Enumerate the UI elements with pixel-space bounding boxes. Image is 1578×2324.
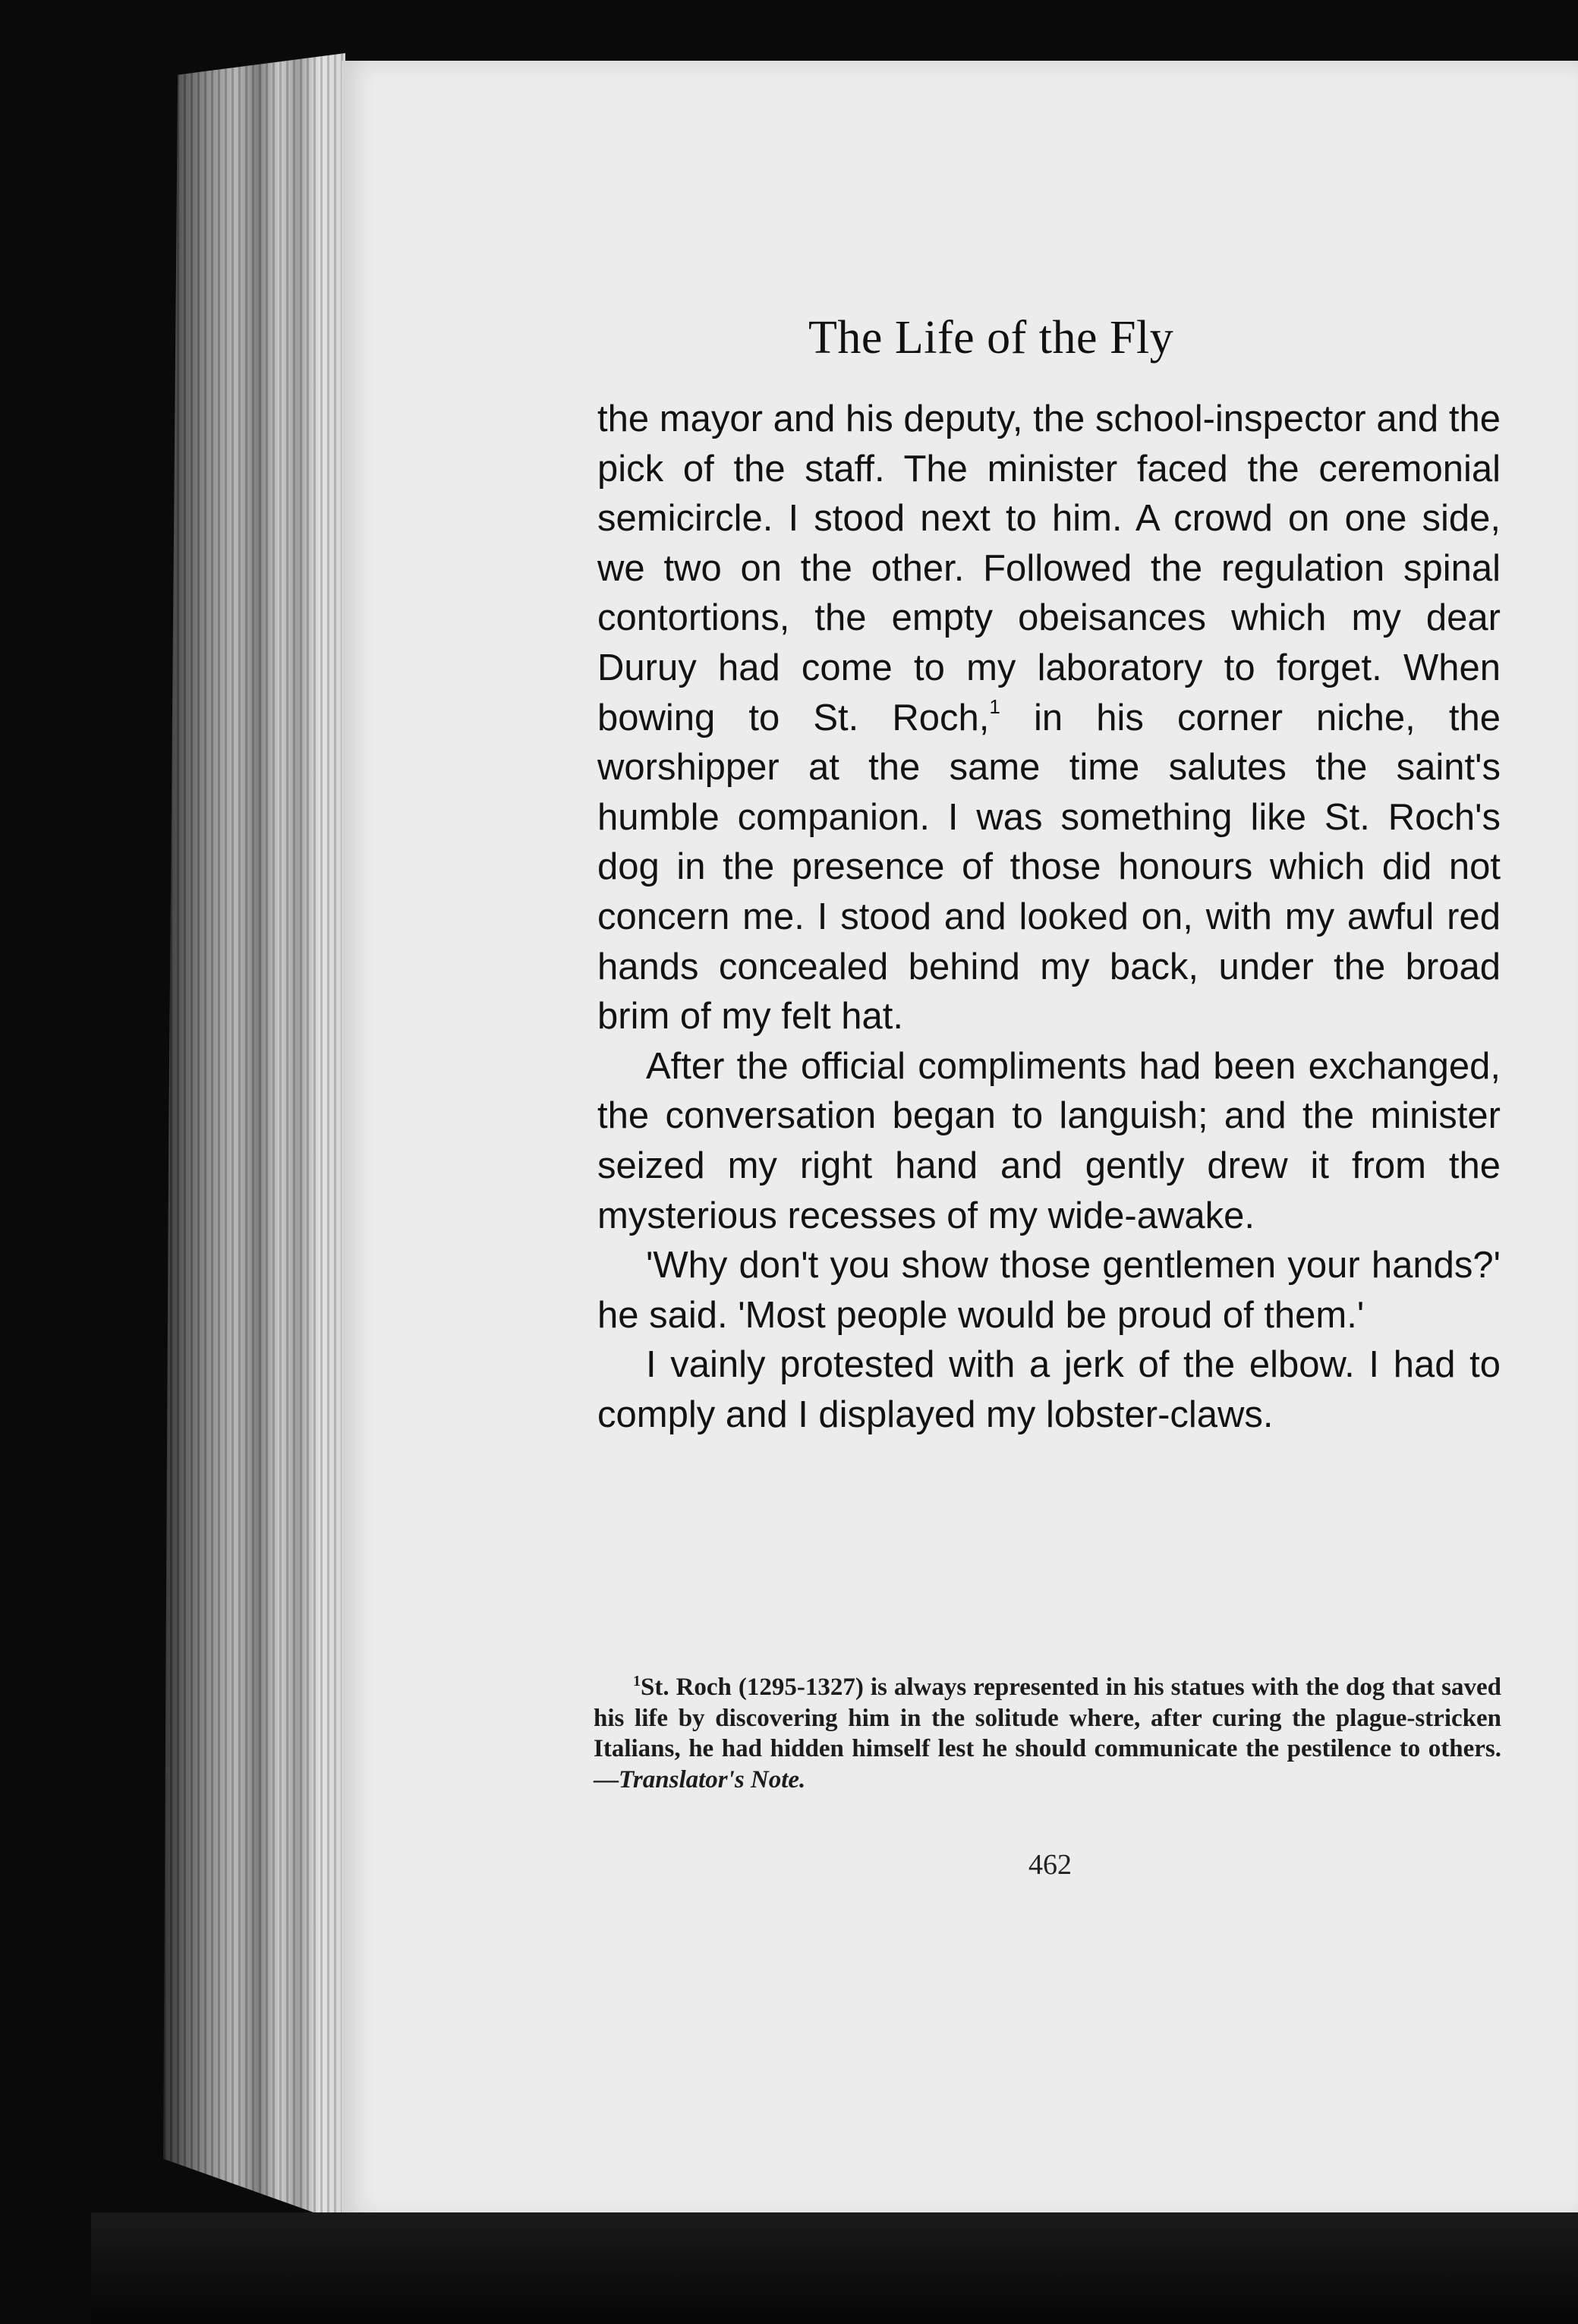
footnote-text: St. Roch (1295-1327) is always represented in his statues with the dog that saved his life by discovering him in the solitude where, after curing the plague-stricken Italians, he had hidden himself lest he should communicate the pestilence to others.— [594, 1674, 1501, 1793]
paragraph-3: 'Why don't you show those gentlemen your hands?' he said. 'Most people would be proud of them.' [597, 1245, 1501, 1336]
body-text [597, 395, 1501, 1440]
paragraph-1-text-after-note: in his corner niche, the worshipper at the same time salutes the saint's humble companion. I was something like St. Roch's dog in the presence of those honours which did not concern me. I stood and looked on, with my awful red hands concealed behind my back, under the broad brim of my felt hat. [597, 697, 1501, 1038]
paragraph-4: I vainly protested with a jerk of the elbow. I had to comply and I displayed my lobster-claws. [597, 1344, 1501, 1435]
footnote-credit: Translator's Note. [619, 1765, 806, 1793]
paragraph-2: After the official compliments had been exchanged, the conversation began to languish; and the minister seized my right hand and gently drew it from the mysterious recesses of my wide-awake. [597, 1045, 1501, 1236]
paragraph-1 [597, 395, 1501, 1042]
running-head: The Life of the Fly [808, 312, 1174, 364]
scan-bottom-shadow [91, 2212, 1578, 2324]
footnote-mark: 1 [633, 1673, 641, 1689]
page-number: 462 [1028, 1849, 1072, 1881]
book-spine-edges [163, 53, 345, 2224]
footnote [594, 1672, 1501, 1795]
footnote-reference: 1 [989, 694, 1000, 718]
paragraph-1-text-before-note: the mayor and his deputy, the school-inspector and the pick of the staff. The minister faced the ceremonial semicircle. I stood next to him. A crowd on one side, we two on the other. Followed the regulation spinal contortions, the empty obeisances which my dear Duruy had come to my laboratory to forget. When bowing to St. Roch, [597, 398, 1501, 738]
